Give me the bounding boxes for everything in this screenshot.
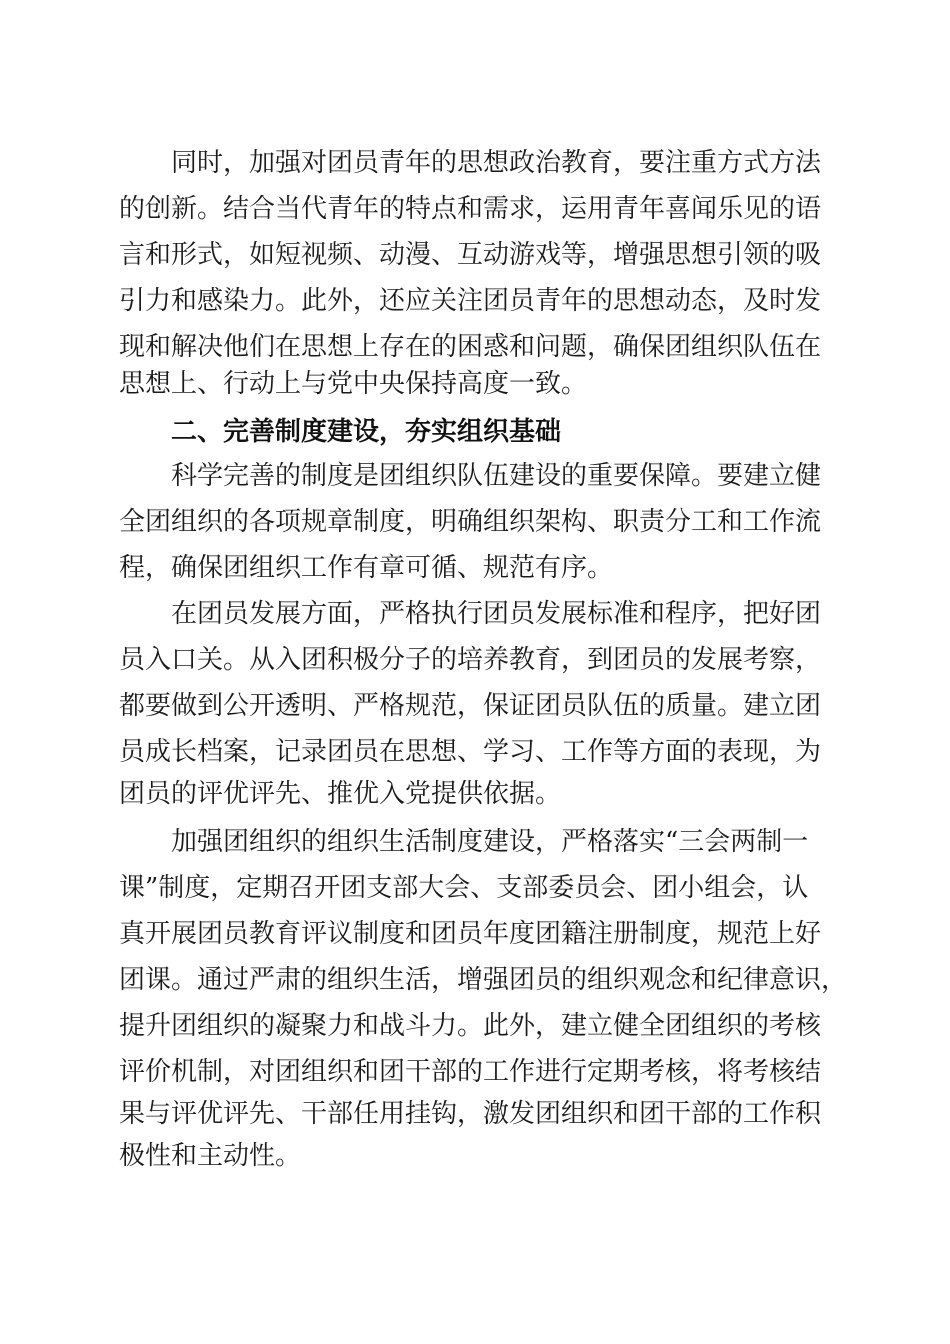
paragraph-line: 科学完善的制度是团组织队伍建设的重要保障。要建立健 xyxy=(171,461,822,491)
paragraph-line: 真开展团员教育评议制度和团员年度团籍注册制度，规范上好 xyxy=(119,919,822,949)
paragraph-line: 极性和主动性。 xyxy=(119,1141,302,1171)
paragraph-line: 团课。通过严肃的组织生活，增强团员的组织观念和纪律意识， xyxy=(119,965,848,995)
paragraph-line: 员成长档案，记录团员在思想、学习、工作等方面的表现，为 xyxy=(119,737,822,767)
paragraph-line: 同时，加强对团员青年的思想政治教育，要注重方式方法 xyxy=(171,148,822,178)
paragraph-line: 团员的评优评先、推优入党提供依据。 xyxy=(119,779,562,809)
paragraph-line: 的创新。结合当代青年的特点和需求，运用青年喜闻乐见的语 xyxy=(119,194,822,224)
paragraph-line: 提升团组织的凝聚力和战斗力。此外，建立健全团组织的考核 xyxy=(119,1011,822,1041)
paragraph-line: 评价机制，对团组织和团干部的工作进行定期考核，将考核结 xyxy=(119,1057,822,1087)
paragraph-line: 全团组织的各项规章制度，明确组织架构、职责分工和工作流 xyxy=(119,507,822,537)
paragraph-line: 都要做到公开透明、严格规范，保证团员队伍的质量。建立团 xyxy=(119,691,822,721)
paragraph-line: 程，确保团组织工作有章可循、规范有序。 xyxy=(119,553,614,583)
paragraph-line: 员入口关。从入团积极分子的培养教育，到团员的发展考察， xyxy=(119,645,822,675)
paragraph-line: 加强团组织的组织生活制度建设，严格落实“三会两制一 xyxy=(171,827,809,857)
paragraph-line: 课”制度，定期召开团支部大会、支部委员会、团小组会，认 xyxy=(119,873,809,903)
paragraph-line: 果与评优评先、干部任用挂钩，激发团组织和团干部的工作积 xyxy=(119,1099,822,1129)
paragraph-line: 在团员发展方面，严格执行团员发展标准和程序，把好团 xyxy=(171,599,822,629)
paragraph-line: 言和形式，如短视频、动漫、互动游戏等，增强思想引领的吸 xyxy=(119,240,822,270)
paragraph-line: 引力和感染力。此外，还应关注团员青年的思想动态，及时发 xyxy=(119,286,822,316)
paragraph-line: 现和解决他们在思想上存在的困惑和问题，确保团组织队伍在 xyxy=(119,332,822,362)
section-heading: 二、完善制度建设，夯实组织基础 xyxy=(171,417,562,447)
paragraph-line: 思想上、行动上与党中央保持高度一致。 xyxy=(119,369,588,399)
